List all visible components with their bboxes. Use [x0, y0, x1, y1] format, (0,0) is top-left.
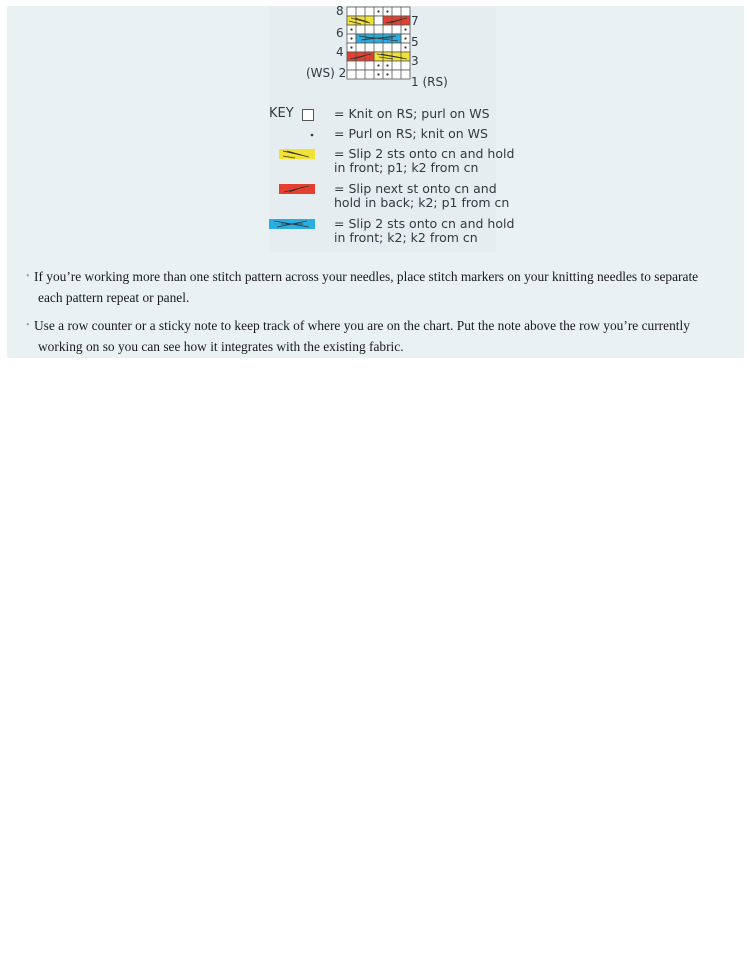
key-entry-red-cable: [334, 182, 509, 210]
tip-line: working on so you can see how it integrates with the existing fabric.: [38, 339, 404, 354]
blue-cable-icon: [269, 219, 315, 229]
tips-list: [26, 266, 726, 364]
row-label-3: 3: [411, 54, 419, 68]
list-item: [26, 315, 726, 357]
key-entry-purl: [334, 127, 488, 141]
key-entry-blue-cable: [334, 217, 514, 245]
key-entry-line: hold in back; k2; p1 from cn: [334, 195, 510, 210]
key-entry-line: = Slip 2 sts onto cn and hold: [334, 216, 515, 231]
row-label-8: 8: [336, 4, 344, 18]
knitting-chart-figure: [269, 4, 515, 252]
list-item: [26, 266, 726, 308]
stitch-chart: [269, 6, 496, 101]
dot-icon: [309, 132, 315, 138]
content-panel: [7, 6, 744, 358]
red-cable-icon: [279, 184, 315, 194]
key-entry-yellow-cable: [334, 147, 514, 175]
tip-line: If you’re working more than one stitch pattern across your needles, place stitch markers on your knitting needles to separate: [34, 269, 699, 284]
key-entry-line: = Slip 2 sts onto cn and hold: [334, 146, 515, 161]
key-entry-knit: [334, 107, 490, 121]
key-entry-line: = Knit on RS; purl on WS: [334, 106, 490, 121]
tip-line: Use a row counter or a sticky note to keep track of where you are on the chart. Put the note above the row you’re currently: [34, 318, 690, 333]
key-entry-line: in front; k2; k2 from cn: [334, 230, 478, 245]
key-entry-line: = Purl on RS; knit on WS: [334, 126, 488, 141]
row-label-2-ws: (WS) 2: [306, 66, 347, 80]
row-label-4: 4: [336, 45, 344, 59]
tip-line: each pattern repeat or panel.: [38, 290, 190, 305]
empty-square-icon: [302, 109, 314, 121]
key-entry-line: in front; p1; k2 from cn: [334, 160, 479, 175]
row-label-5: 5: [411, 35, 419, 49]
row-label-1-rs: 1 (RS): [411, 75, 448, 89]
row-label-6: 6: [336, 26, 344, 40]
key-title: KEY: [269, 106, 294, 121]
yellow-cable-icon: [279, 149, 315, 159]
key-entry-line: = Slip next st onto cn and: [334, 181, 497, 196]
row-label-7: 7: [411, 14, 419, 28]
bullet-icon: •: [26, 271, 30, 282]
bullet-icon: •: [26, 320, 30, 331]
